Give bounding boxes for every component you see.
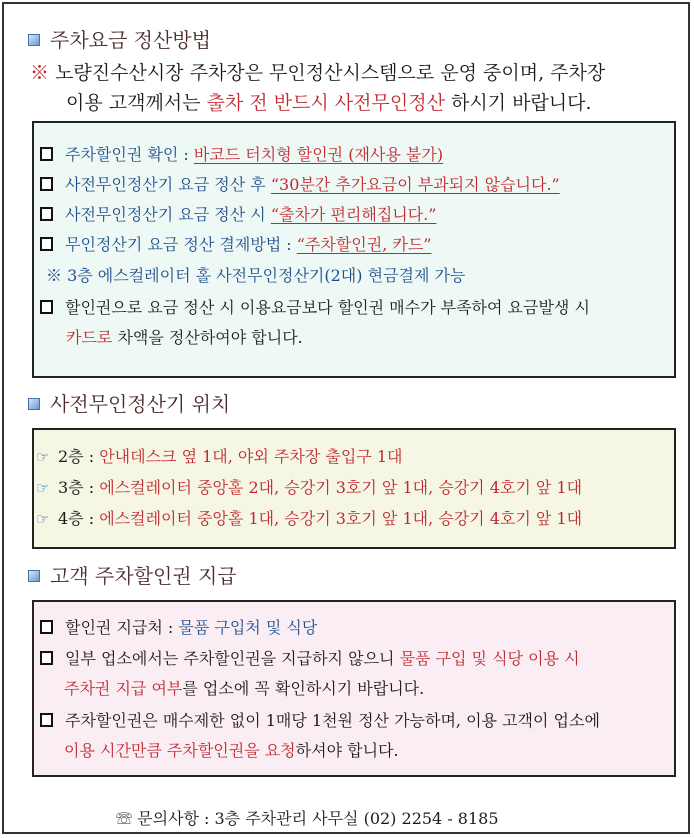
section-title-location: 사전무인정산기 위치 [28,388,230,417]
discount-limit-line-2: 이용 시간만큼 주차할인권을 요청하셔야 합니다. [64,741,399,760]
discount-issuer: 할인권 지급처 : 물품 구입처 및 식당 [40,617,317,639]
location-row-3f: ☞ 3층 : 에스컬레이터 중앙홀 2대, 승강기 3호기 앞 1대, 승강기 4호기 앞 1대 [36,478,583,497]
section-title-discount: 고객 주차할인권 지급 [28,560,237,589]
cash-payment-note: ※ 3층 에스컬레이터 홀 사전무인정산기(2대) 현금결제 가능 [46,266,466,285]
discount-limit-line-1: 주차할인권은 매수제한 없이 1매당 1천원 정산 가능하며, 이용 고객이 업소에 [40,710,600,732]
notice-line-1: ※ 노량진수산시장 주차장은 무인정산시스템으로 운영 중이며, 주차장 [30,62,606,84]
checkbox-icon [40,300,53,314]
payment-item-2: 사전무인정산기 요금 정산 후 “30분간 추가요금이 부과되지 않습니다.” [40,174,560,196]
discount-check-line-2: 주차권 지급 여부를 업소에 꼭 확인하시기 바랍니다. [64,679,425,698]
checkbox-icon [40,237,53,251]
checkbox-icon [40,147,53,161]
pointing-hand-icon: ☞ [36,510,50,528]
notice-line-2: 이용 고객께서는 출차 전 반드시 사전무인정산 하시기 바랍니다. [66,92,592,114]
shortfall-line-2: 카드로 차액을 정산하여야 합니다. [66,328,303,347]
checkbox-icon [40,713,53,727]
payment-item-1: 주차할인권 확인 : 바코드 터치형 할인권 (재사용 불가) [40,144,443,166]
shortfall-line-1: 할인권으로 요금 정산 시 이용요금보다 할인권 매수가 부족하여 요금발생 시 [40,297,590,319]
checkbox-icon [40,651,53,665]
section-bullet-icon [28,570,40,582]
pointing-hand-icon: ☞ [36,479,50,497]
payment-item-4: 무인정산기 요금 정산 결제방법 : “주차할인권, 카드” [40,234,431,256]
pointing-hand-icon: ☞ [36,448,50,466]
section-title-payment: 주차요금 정산방법 [28,24,211,53]
telephone-icon: ☏ [116,809,133,828]
discount-check-line-1: 일부 업소에서는 주차할인권을 지급하지 않으니 물품 구입 및 식당 이용 시 [40,648,580,670]
section-bullet-icon [28,398,40,410]
notice-highlight: 출차 전 반드시 사전무인정산 [206,92,445,114]
reference-mark-icon: ※ [30,62,50,84]
contact-footer: ☏ 문의사항 : 3층 주차관리 사무실 (02) 2254 - 8185 [116,809,499,828]
payment-item-3: 사전무인정산기 요금 정산 시 “출차가 편리해집니다.” [40,204,436,226]
location-row-4f: ☞ 4층 : 에스컬레이터 중앙홀 1대, 승강기 3호기 앞 1대, 승강기 4호기 앞 1대 [36,509,583,528]
section-bullet-icon [28,34,40,46]
location-row-2f: ☞ 2층 : 안내데스크 옆 1대, 야외 주차장 출입구 1대 [36,447,403,466]
checkbox-icon [40,177,53,191]
checkbox-icon [40,620,53,634]
checkbox-icon [40,207,53,221]
